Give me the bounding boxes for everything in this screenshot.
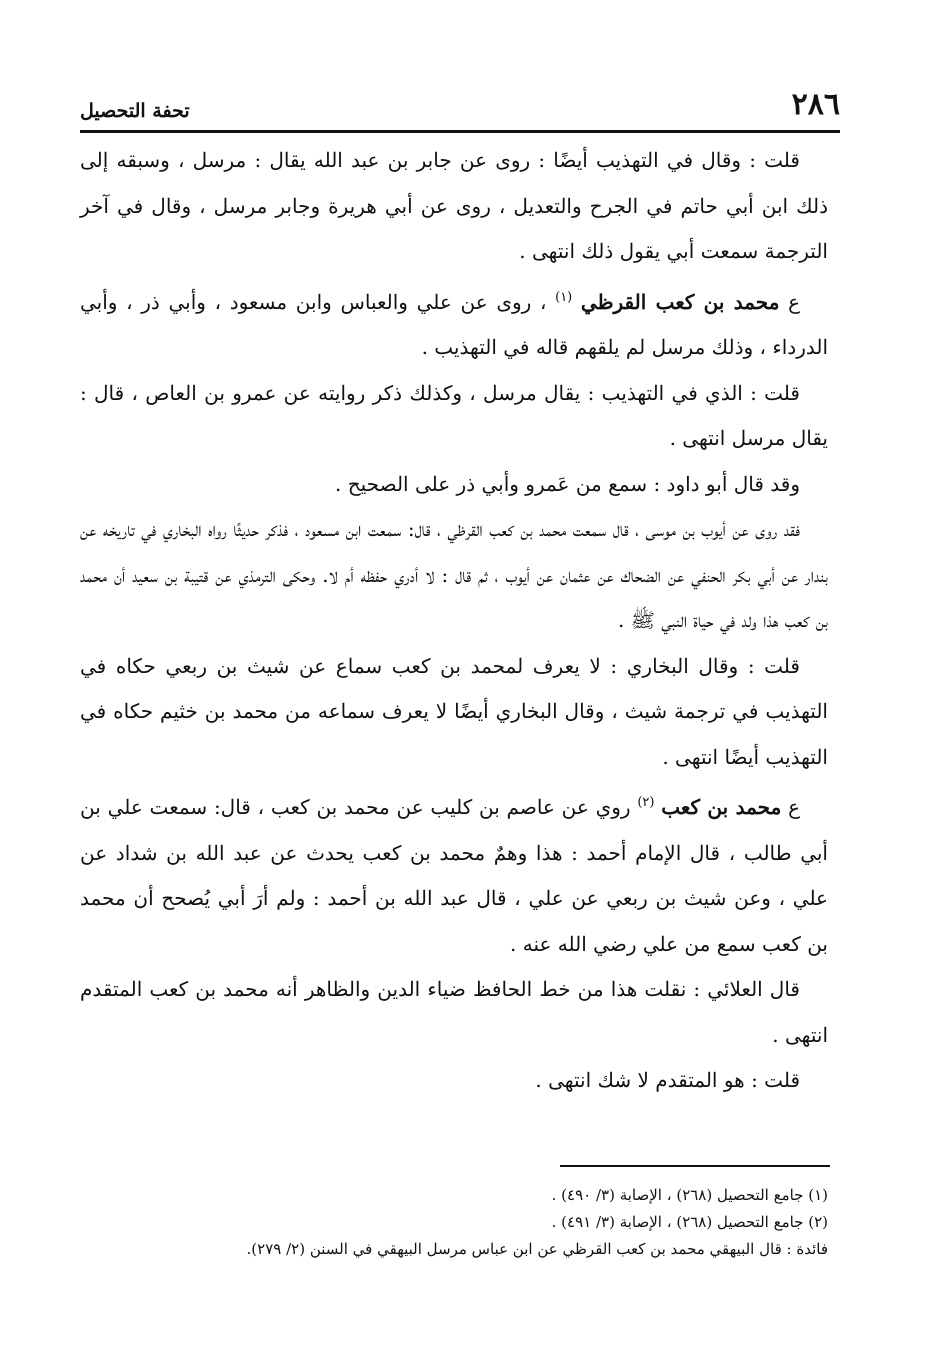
footnote-divider [560,1165,830,1167]
paragraph-4: وقد قال أبو داود : سمع من عَمرو وأبي ذر على الصحيح . [335,471,800,496]
narrator-name: محمد بن كعب القرظي [580,289,780,314]
footnotes [90,1182,828,1263]
paragraph-6: قلت : وقال البخاري : لا يعرف لمحمد بن كعب سماع عن شيث بن ربعي حكاه في التهذيب في ترجمة شيث ، وقال البخاري أيضًا لا يعرف سماعه من محمد بن خثيم حكاه في التهذيب أيضًا انتهى . [80,653,828,769]
paragraph-8: قال العلائي : نقلت هذا من خط الحافظ ضياء الدين والظاهر أنه محمد بن كعب المتقدم انتهى . [80,977,828,1047]
main-text [80,138,828,1104]
paragraph-7 [80,780,828,967]
footnote-note: فائدة : قال البيهقي محمد بن كعب القرظي عن ابن عباس مرسل البيهقي في السنن (٢/ ٢٧٩). [246,1240,828,1258]
entry-marker: ع [788,795,801,819]
paragraph-7-text: روي عن عاصم بن كليب عن محمد بن كعب ، قال: سمعت علي بن أبي طالب ، قال الإمام أحمد : هذا وهمٌ محمد بن كعب يحدث عن عبد الله بن شداد عن علي ، وعن شيث بن ربعي عن علي ، قال عبد الله بن أحمد : ولم أرَ أبي يُصحح أن محمد بن كعب سمع من علي رضي الله عنه . [80,795,828,956]
paragraph-2 [80,275,828,371]
footnote-2: (٢) جامع التحصيل (٢٦٨) ، الإصابة (٣/ ٤٩١) . [551,1213,828,1231]
footnote-1: (١) جامع التحصيل (٢٦٨) ، الإصابة (٣/ ٤٩٠) . [551,1186,828,1204]
footnote-ref-2: (٢) [637,795,655,810]
footnote-ref-1: (١) [555,289,573,305]
running-title: تحفة التحصيل [80,100,190,122]
page-number: ٢٨٦ [791,87,840,122]
paragraph-1: قلت : وقال في التهذيب أيضًا : روى عن جابر بن عبد الله يقال : مرسل ، وسبقه إلى ذلك ابن أبي حاتم في الجرح والتعديل ، روى عن أبي هريرة وجابر مرسل ، وقال في آخر الترجمة سمعت أبي يقول ذلك انتهى . [80,148,828,263]
header-divider [80,130,840,133]
paragraph-5: فقد روى عن أيوب بن موسى ، قال سمعت محمد بن كعب القرظي ، قال: سمعت ابن مسعود ، فذكر حديثًا رواه البخاري في تاريخه عن بندار عن أبي بكر الحنفي عن الضحاك عن عثمان عن أيوب ، ثم قال : لا أدري حفظه أم لا. وحكى الترمذي عن قتيبة بن سعيد أن محمد بن كعب هذا ولد في حياة النبي ﷺ . [80,517,828,632]
page-header [80,82,840,122]
paragraph-3: قلت : الذي في التهذيب : يقال مرسل ، وكذلك ذكر روايته عن عمرو بن العاص ، قال : يقال مرسل انتهى . [80,380,828,450]
paragraph-2-text: ، روى عن علي والعباس وابن مسعود ، وأبي ذر ، وأبي الدرداء ، وذلك مرسل لم يلقهم قاله في التهذيب . [80,289,828,359]
entry-marker: ع [788,289,801,314]
paragraph-9: قلت : هو المتقدم لا شك انتهى . [535,1068,800,1092]
narrator-name: محمد بن كعب [661,795,782,819]
